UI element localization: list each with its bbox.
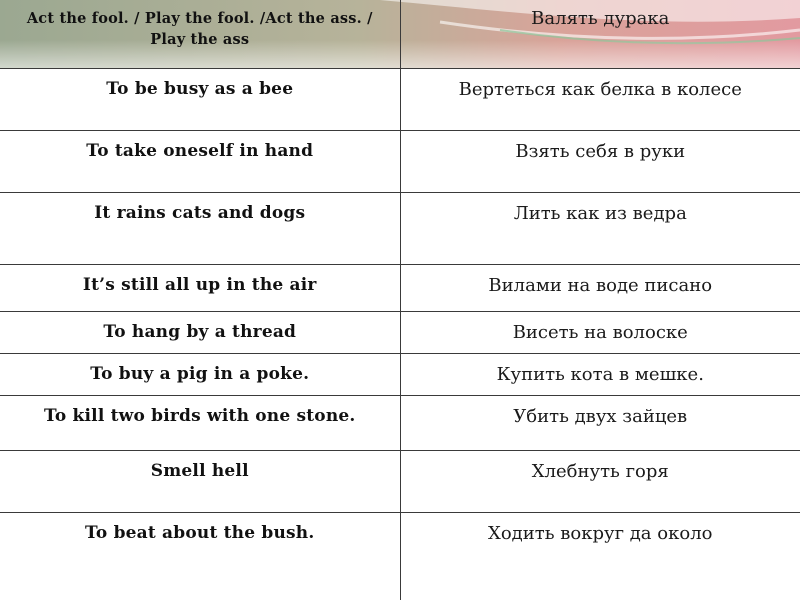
russian-idiom-cell [400,395,800,450]
russian-idiom-cell [400,450,800,512]
english-idiom-cell [0,512,400,600]
table-row [0,450,800,512]
russian-idiom-cell [400,512,800,600]
english-idiom-cell [0,353,400,395]
table-row [0,395,800,450]
russian-idiom: Вилами на воде писано [488,274,713,296]
english-idiom: It’s still all up in the air [82,274,317,295]
english-idiom-cell [0,192,400,264]
english-idiom: It rains cats and dogs [94,202,306,223]
english-idiom: To hang by a thread [103,321,297,342]
russian-idiom: Валять дурака [531,8,670,29]
table-row [0,353,800,395]
russian-idiom-cell [400,311,800,353]
english-idiom-cell [0,0,400,68]
english-idiom: Smell hell [150,460,249,481]
english-idiom-cell [0,311,400,353]
russian-idiom-cell [400,353,800,395]
table-row [0,264,800,311]
english-idiom: To kill two birds with one stone. [43,405,356,426]
russian-idiom: Вертеться как белка в колесе [458,78,742,100]
english-idiom: To beat about the bush. [85,522,315,543]
table-row [0,0,800,68]
russian-idiom: Висеть на волоске [512,321,688,343]
russian-idiom-cell [400,0,800,68]
russian-idiom: Хлебнуть горя [531,460,669,482]
table-row [0,130,800,192]
table-row [0,311,800,353]
english-idiom: To take oneself in hand [86,140,314,161]
english-idiom: To be busy as a bee [106,78,294,99]
english-idiom-cell [0,450,400,512]
english-idiom: Act the fool. / Play the fool. /Act the ass. / Play the ass [26,10,373,49]
russian-idiom: Лить как из ведра [513,202,687,224]
table-row [0,512,800,600]
russian-idiom-cell [400,264,800,311]
russian-idiom-cell [400,192,800,264]
table-row [0,68,800,130]
table-row [0,192,800,264]
english-idiom-cell [0,68,400,130]
russian-idiom-cell [400,68,800,130]
english-idiom-cell [0,130,400,192]
russian-idiom: Купить кота в мешке. [496,363,704,385]
english-idiom-cell [0,395,400,450]
english-idiom: To buy a pig in a poke. [90,363,310,384]
russian-idiom: Ходить вокруг да около [488,522,713,544]
russian-idiom-cell [400,130,800,192]
russian-idiom: Убить двух зайцев [513,405,688,427]
russian-idiom: Взять себя в руки [515,140,686,162]
english-idiom-cell [0,264,400,311]
